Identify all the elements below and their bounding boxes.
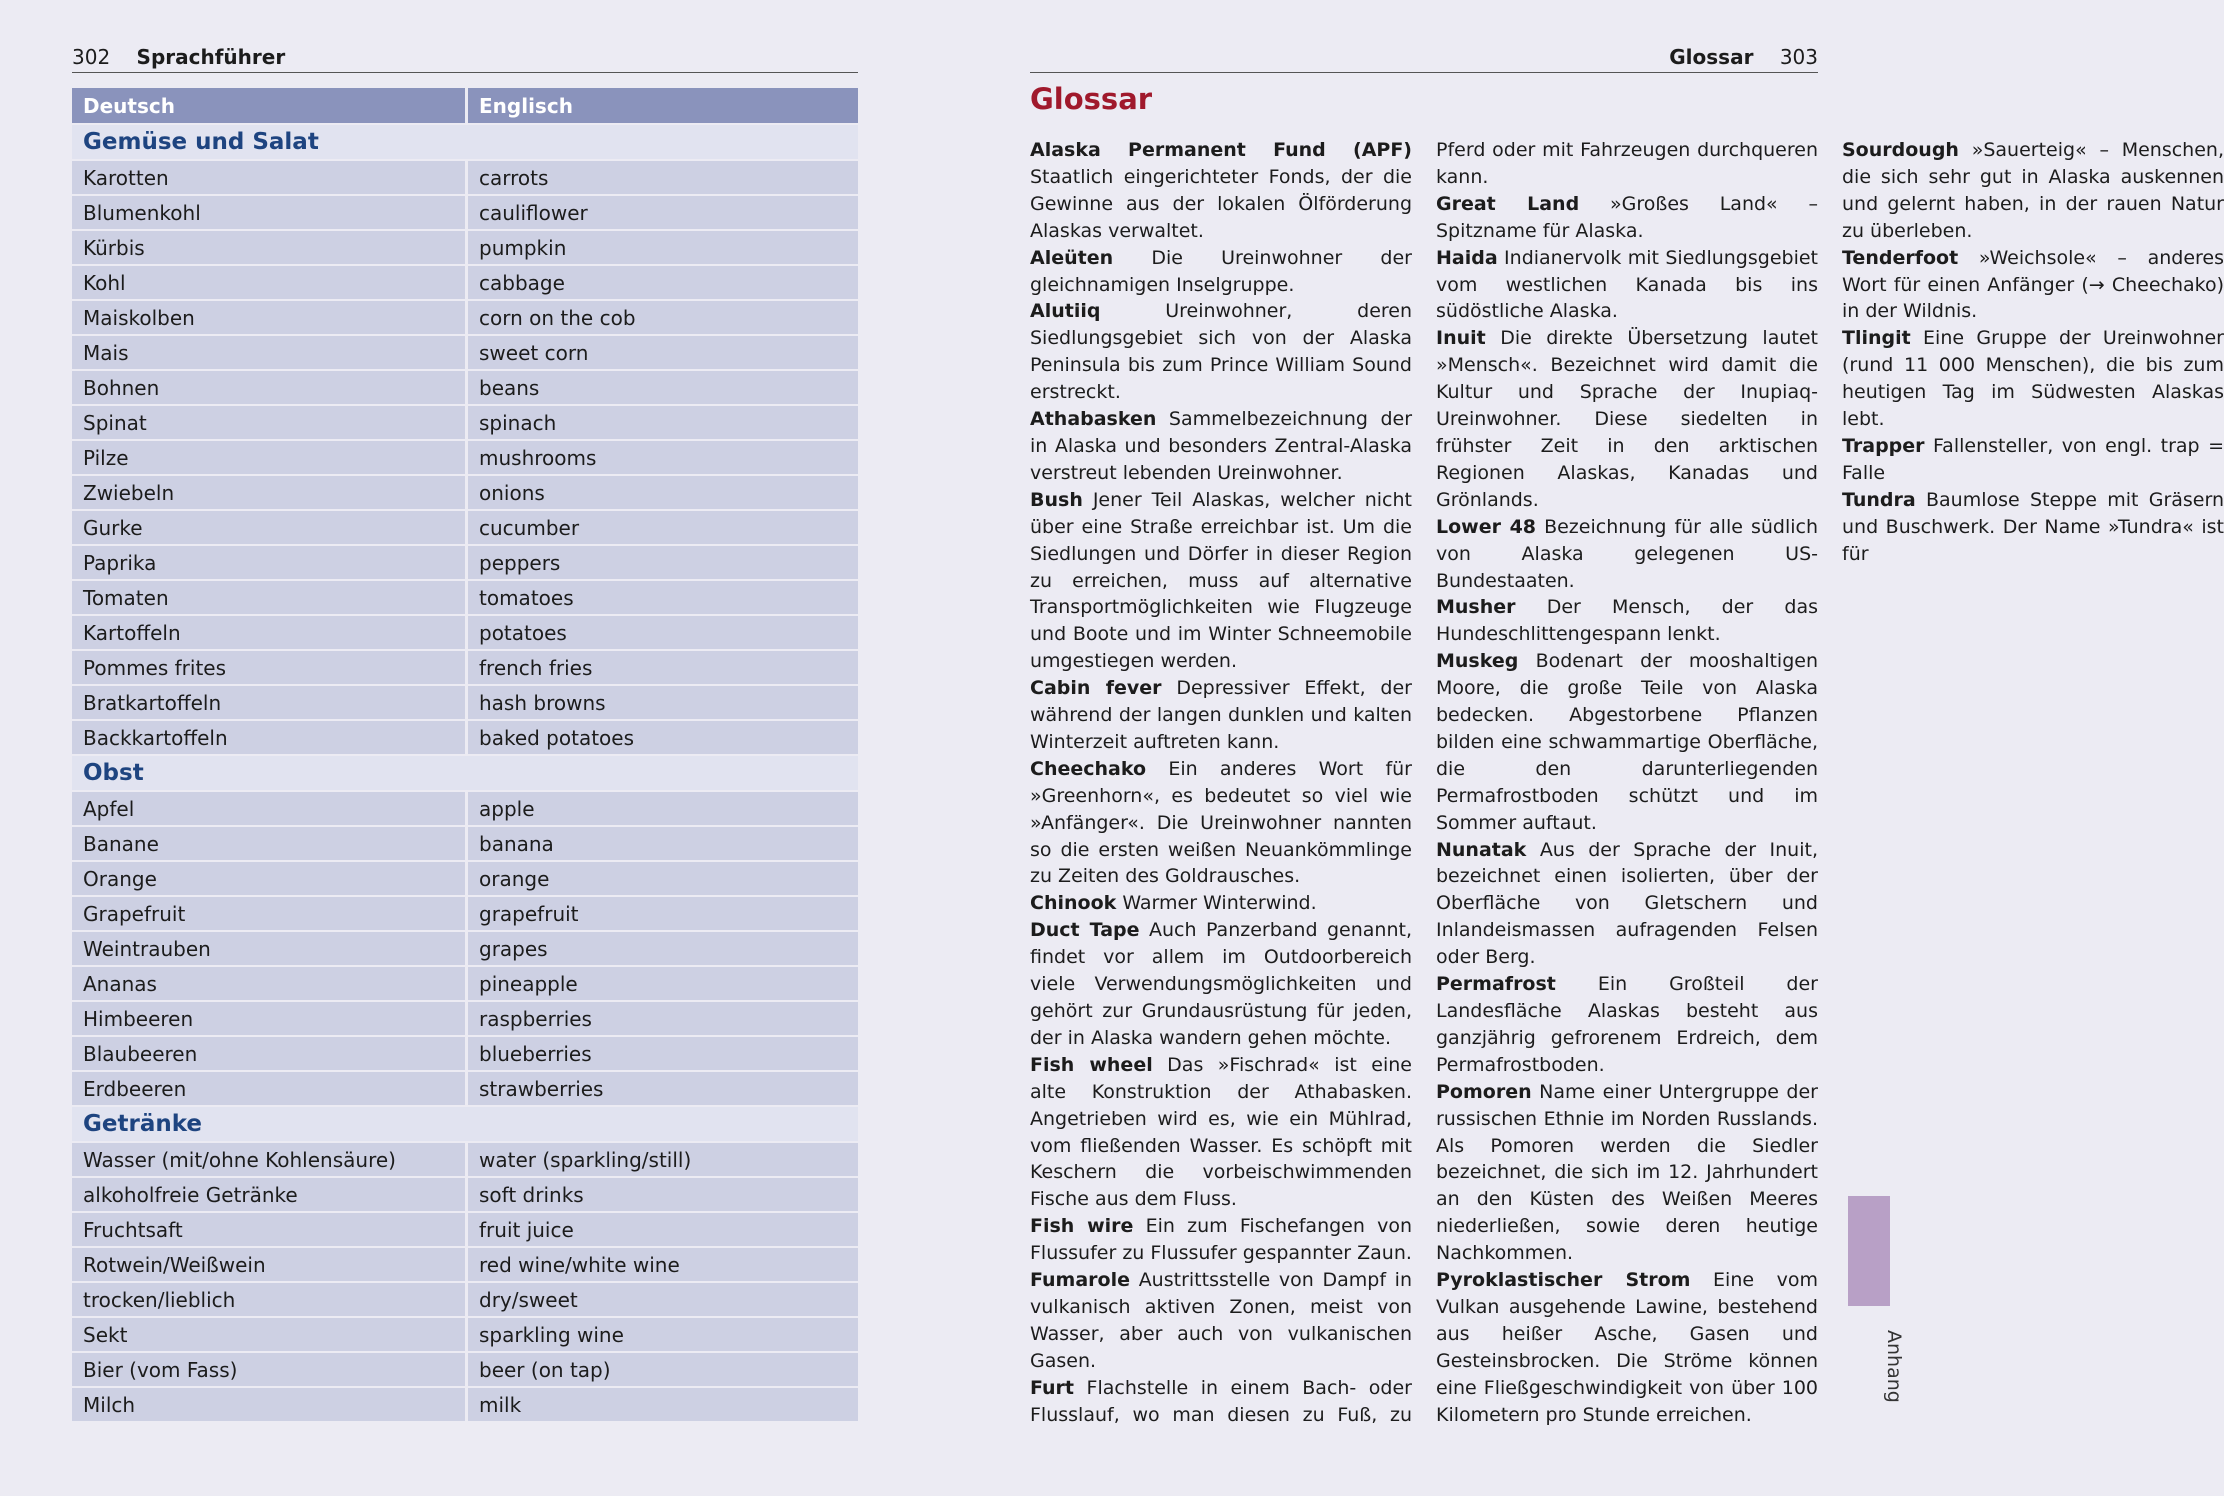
table-row [72,371,858,406]
english-term: soft drinks [465,1178,858,1213]
table-row [72,651,858,686]
german-term: Blaubeeren [72,1037,465,1072]
glossary-term: Alutiiq [1030,300,1101,323]
table-row [72,721,858,756]
glossary-term: Tundra [1842,488,1916,511]
english-term: strawberries [465,1072,858,1107]
table-row [72,1318,858,1353]
english-term: milk [465,1388,858,1423]
english-term: apple [465,792,858,827]
german-term: Sekt [72,1318,465,1353]
glossary-term: Tlingit [1842,327,1911,350]
glossary-term: Fish wire [1030,1215,1134,1238]
table-row [72,862,858,897]
glossary-entry [1030,1213,1412,1267]
anhang-side-tab [1848,1196,1890,1306]
english-term: potatoes [465,616,858,651]
glossary-entry [1436,1079,1818,1267]
english-term: onions [465,476,858,511]
glossary-entry [1030,1267,1412,1375]
german-term: Banane [72,827,465,862]
glossary-definition: Fallensteller, von engl. trap = Falle [1842,434,2224,484]
table-row [72,686,858,721]
glossary-entry [1436,325,1818,513]
glossary-definition: Bezeichnung für alle südlich von Alaska gelegenen US-Bundestaaten. [1436,515,1818,592]
german-term: Orange [72,862,465,897]
english-term: raspberries [465,1002,858,1037]
glossary-definition: Flachstelle in einem Bach- oder Flusslauf, wo man diesen zu Fuß, zu Pferd oder mit Fahrzeugen durchqueren kann. [1030,139,1818,1426]
glossary-entry [1030,890,1412,917]
english-term: blueberries [465,1037,858,1072]
glossary-term: Bush [1030,488,1083,511]
glossary-term: Lower 48 [1436,515,1537,538]
english-term: french fries [465,651,858,686]
glossary-definition: Die Ureinwohner der gleichnamigen Inselgruppe. [1030,246,1412,296]
english-term: hash browns [465,686,858,721]
table-row [72,792,858,827]
glossary-entry [1436,648,1818,836]
glossary-entry [1030,1052,1412,1213]
table-row [72,1283,858,1318]
table-row [72,196,858,231]
glossary-definition: Aus der Sprache der Inuit, bezeichnet einen isolierten, über der Oberfläche von Gletschern und Inlandeismassen aufragenden Felsen oder Berg. [1436,838,1818,969]
english-term: baked potatoes [465,721,858,756]
german-term: Fruchtsaft [72,1213,465,1248]
column-header-englisch: Englisch [465,88,858,125]
german-term: Tomaten [72,581,465,616]
english-term: pumpkin [465,231,858,266]
glossary-entry [1842,433,2224,487]
english-term: sparkling wine [465,1318,858,1353]
vocabulary-table [72,88,858,1423]
german-term: Rotwein/Weißwein [72,1248,465,1283]
glossary-term: Musher [1436,596,1516,619]
german-term: Apfel [72,792,465,827]
german-term: Bohnen [72,371,465,406]
german-term: Weintrauben [72,932,465,967]
glossary-definition: Bodenart der mooshaltigen Moore, die große Teile von Alaska bedecken. Abgestorbene Pflanzen bilden eine schwammartige Oberfläche, die den darunterliegenden Permafrostboden schützt und im Sommer auftaut. [1436,650,1819,834]
glossary-entry [1842,245,2224,326]
glossary-definition: Austrittsstelle von Dampf in vulkanisch aktiven Zonen, meist von Wasser, aber auch von vulkanischen Gasen. [1030,1269,1412,1372]
table-row [72,897,858,932]
table-row [72,441,858,476]
german-term: Milch [72,1388,465,1423]
english-term: cabbage [465,266,858,301]
glossary-term: Pyroklastischer Strom [1436,1269,1691,1292]
english-term: orange [465,862,858,897]
german-term: Kartoffeln [72,616,465,651]
glossary-term: Duct Tape [1030,919,1140,942]
table-row [72,1178,858,1213]
english-term: corn on the cob [465,301,858,336]
glossary-term: Furt [1030,1376,1075,1399]
glossary-definition: »Großes Land« – Spitzname für Alaska. [1436,192,1818,242]
english-term: dry/sweet [465,1283,858,1318]
german-term: Himbeeren [72,1002,465,1037]
glossary-definition: Eine Gruppe der Ureinwohner (rund 11 000 Menschen), die bis zum heutigen Tag im Südwesten Alaskas lebt. [1842,327,2224,431]
english-term: grapefruit [465,897,858,932]
category-row [72,125,858,161]
glossary-definition: Auch Panzerband genannt, findet vor allem im Outdoorbereich viele Verwendungsmöglichkeiten und gehört zur Grundausrüstung für jeden, der in Alaska wandern gehen möchte. [1030,919,1412,1049]
german-term: Pilze [72,441,465,476]
glossary-term: Permafrost [1436,973,1556,996]
glossary-entry [1030,245,1412,299]
glossary-entry [1842,487,2224,568]
glossary-entry [1030,675,1412,756]
glossary-definition: Indianervolk mit Siedlungsgebiet vom westlichen Kanada bis ins südöstliche Alaska. [1436,246,1818,323]
english-term: banana [465,827,858,862]
german-term: Zwiebeln [72,476,465,511]
table-row [72,932,858,967]
glossary-term: Aleüten [1030,246,1114,269]
english-term: red wine/white wine [465,1248,858,1283]
english-term: cauliflower [465,196,858,231]
german-term: Bier (vom Fass) [72,1353,465,1388]
table-row [72,406,858,441]
glossary-definition: Der Mensch, der das Hundeschlittengespann lenkt. [1436,596,1818,646]
glossary-term: Athabasken [1030,408,1157,431]
table-row [72,616,858,651]
english-term: spinach [465,406,858,441]
glossary-definition: Ureinwohner, deren Siedlungsgebiet sich von der Alaska Peninsula bis zum Prince William Sound erstreckt. [1030,300,1413,404]
glossary-entry [1030,917,1412,1052]
table-row [72,1213,858,1248]
table-row [72,511,858,546]
table-header-row [72,88,858,125]
glossary-term: Cheechako [1030,757,1147,780]
glossary-entry [1436,594,1818,648]
table-row [72,546,858,581]
table-row [72,231,858,266]
glossary-term: Inuit [1436,327,1486,350]
table-row [72,1248,858,1283]
german-term: Spinat [72,406,465,441]
glossary-entry [1030,137,1412,245]
glossary-definition: Das »Fischrad« ist eine alte Konstruktion der Athabasken. Angetrieben wird es, wie ein Mühlrad, vom fließenden Wasser. Es schöpft mit Keschern die vorbeischwimmenden Fische aus dem Fluss. [1030,1053,1412,1211]
glossary-definition: Sammelbezeichnung der in Alaska und besonders Zentral-Alaska verstreut lebenden Ureinwohner. [1030,408,1413,484]
glossary-definition: Baumlose Steppe mit Gräsern und Buschwerk. Der Name »Tundra« ist für [1842,488,2224,565]
glossary-term: Trapper [1842,434,1925,457]
glossary-entry [1436,971,1818,1079]
table-row [72,1037,858,1072]
table-row [72,967,858,1002]
german-term: Maiskolben [72,301,465,336]
english-term: beer (on tap) [465,1353,858,1388]
table-row [72,1072,858,1107]
english-term: tomatoes [465,581,858,616]
category-label: Obst [72,756,858,792]
glossary-definition: Warmer Winterwind. [1122,892,1317,915]
german-term: Mais [72,336,465,371]
glossary-definition: Jener Teil Alaskas, welcher nicht über eine Straße erreichbar ist. Um die Siedlungen und Dörfer in dieser Region zu erreichen, muss auf alternative Transportmöglichkeiten wie Flugzeuge und Boote und im Winter Schneemobile umgestiegen werden. [1030,488,1412,673]
category-row [72,1107,858,1143]
glossary-definition: »Weichsole« – anderes Wort für einen Anfänger (→ Cheechako) in der Wildnis. [1842,246,2224,323]
glossary-definition: Die direkte Übersetzung lautet »Mensch«. Bezeichnet wird damit die Kultur und Sprache der Inupiaq-Ureinwohner. Diese siedelten in frühster Zeit in den arktischen Regionen Alaskas, Kanadas und Grönlands. [1436,327,1818,511]
table-row [72,476,858,511]
right-page-number: 303 [1779,45,1818,69]
english-term: beans [465,371,858,406]
german-term: Kohl [72,266,465,301]
glossary-definition: Name einer Untergruppe der russischen Ethnie im Norden Russlands. Als Pomoren werden die Siedler bezeichnet, die sich im 12. Jahrhundert an den Küsten des Weißen Meeres niederließen, sowie deren heutige Nachkommen. [1436,1080,1818,1265]
glossar-heading: Glossar [1030,82,1153,116]
glossary-entry [1436,514,1818,595]
german-term: Pommes frites [72,651,465,686]
english-term: pineapple [465,967,858,1002]
german-term: Backkartoffeln [72,721,465,756]
glossary-term: Pomoren [1436,1080,1532,1103]
glossary-definition: Ein anderes Wort für »Greenhorn«, es bedeutet so viel wie »Anfänger«. Die Ureinwohner nannten so die ersten weißen Neuankömmlinge zu Zeiten des Goldrausches. [1030,757,1412,888]
glossary-term: Fish wheel [1030,1053,1153,1076]
german-term: trocken/lieblich [72,1283,465,1318]
glossary-entry [1436,245,1818,326]
table-row [72,1143,858,1178]
table-row [72,581,858,616]
glossary-term: Muskeg [1436,650,1519,673]
glossary-term: Great Land [1436,192,1580,215]
glossary-term: Alaska Permanent Fund (APF) [1030,139,1412,161]
table-row [72,1388,858,1423]
glossary-definition: Depressiver Effekt, der während der langen dunklen und kalten Winterzeit auftreten kann. [1030,677,1412,753]
glossary-term: Cabin fever [1030,677,1162,700]
glossary-entry [1030,298,1412,406]
right-page-header [1030,42,1818,73]
glossary-term: Tenderfoot [1842,246,1959,269]
table-row [72,827,858,862]
glossary-term: Nunatak [1436,838,1527,861]
vocabulary-table-body [72,125,858,1423]
glossary-term: Fumarole [1030,1269,1131,1292]
glossary-entry [1436,837,1818,972]
english-term: peppers [465,546,858,581]
table-row [72,161,858,196]
german-term: Erdbeeren [72,1072,465,1107]
anhang-side-label: Anhang [1883,1330,1905,1403]
glossary-entry [1030,487,1412,675]
german-term: Wasser (mit/ohne Kohlensäure) [72,1143,465,1178]
german-term: Bratkartoffeln [72,686,465,721]
table-row [72,266,858,301]
english-term: carrots [465,161,858,196]
german-term: Blumenkohl [72,196,465,231]
glossary-definition: Eine vom Vulkan ausgehende Lawine, bestehend aus heißer Asche, Gasen und Gesteinsbrocken. Die Ströme können eine Fließgeschwindigkeit von über 100 Kilometern pro Stunde erreichen. [1436,1269,1818,1426]
german-term: Ananas [72,967,465,1002]
english-term: mushrooms [465,441,858,476]
category-row [72,756,858,792]
german-term: Kürbis [72,231,465,266]
left-page-header [72,42,858,73]
category-label: Gemüse und Salat [72,125,858,161]
glossary-definition: Ein Großteil der Landesfläche Alaskas besteht aus ganzjährig gefrorenem Erdreich, dem Permafrostboden. [1436,973,1818,1076]
glossary-entry [1436,191,1818,245]
table-row [72,1353,858,1388]
glossary-definition: »Sauerteig« – Menschen, die sich sehr gut in Alaska auskennen und gelernt haben, in der rauen Natur zu überleben. [1842,139,2224,242]
english-term: grapes [465,932,858,967]
glossary-entry [1842,137,2224,245]
category-label: Getränke [72,1107,858,1143]
german-term: alkoholfreie Getränke [72,1178,465,1213]
german-term: Paprika [72,546,465,581]
english-term: cucumber [465,511,858,546]
glossary-term: Chinook [1030,892,1117,915]
column-header-deutsch: Deutsch [72,88,465,125]
right-page-section-title: Glossar [1669,45,1754,69]
left-page-section-title: Sprachführer [136,45,286,69]
german-term: Gurke [72,511,465,546]
english-term: sweet corn [465,336,858,371]
german-term: Karotten [72,161,465,196]
english-term: fruit juice [465,1213,858,1248]
english-term: water (sparkling/still) [465,1143,858,1178]
table-row [72,301,858,336]
table-row [72,336,858,371]
glossary-entry [1436,1267,1818,1428]
glossary-term: Sourdough [1842,139,1959,161]
glossary-entry [1842,325,2224,433]
glossary-term: Haida [1436,246,1498,269]
german-term: Grapefruit [72,897,465,932]
glossary-definition: Staatlich eingerichteter Fonds, der die Gewinne aus der lokalen Ölförderung Alaskas verwaltet. [1030,165,1412,242]
glossary-definition: Ein zum Fischefangen von Flussufer zu Flussufer gespannter Zaun. [1030,1215,1412,1265]
glossary-entry [1030,406,1412,487]
left-page-number: 302 [72,45,111,69]
table-row [72,1002,858,1037]
glossary-entry [1030,756,1412,891]
